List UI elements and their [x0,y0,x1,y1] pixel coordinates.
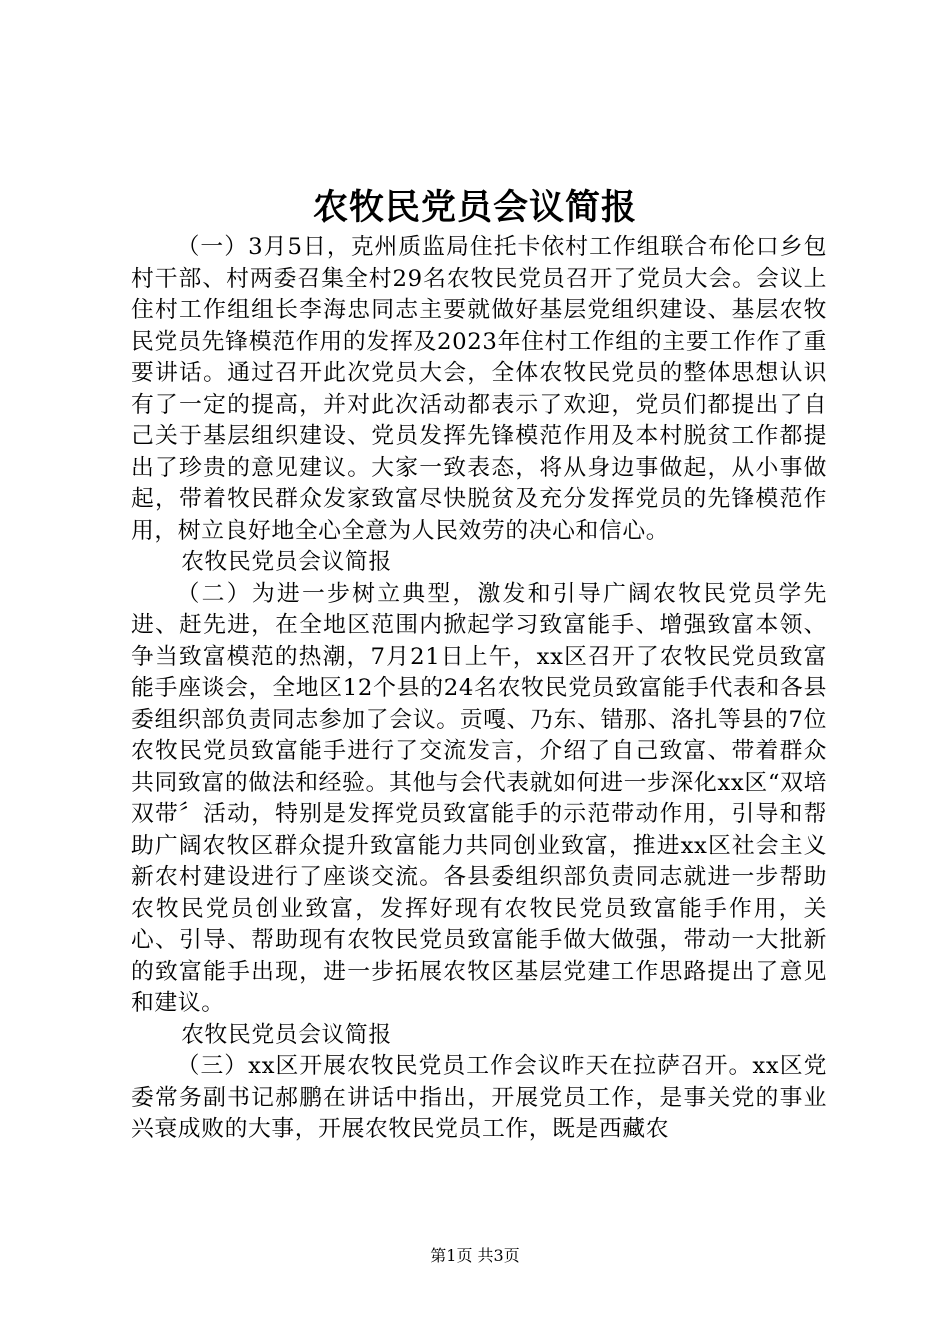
page-number: 第1页 共3页 [430,1246,520,1265]
document-body [131,232,827,1146]
page-title: 农牧民党员会议简报 [312,187,637,228]
paragraph-2: （二）为进一步树立典型，激发和引导广阔农牧民党员学先进、赶先进，在全地区范围内掀起学习致富能手、增强致富本领、争当致富模范的热潮，7月21日上午，xx区召开了农牧民党员致富能手座谈会，全地区12个县的24名农牧民党员致富能手代表和各县委组织部负责同志参加了会议。贡嘎、乃东、错那、洛扎等县的7位农牧民党员致富能手进行了交流发言，介绍了自己致富、带着群众共同致富的做法和经验。其他与会代表就如何进一步深化xx区“双培双带〞活动，特别是发挥党员致富能手的示范带动作用，引导和帮助广阔农牧区群众提升致富能力共同创业致富，推进xx区社会主义新农村建设进行了座谈交流。各县委组织部负责同志就进一步帮助农牧民党员创业致富，发挥好现有农牧民党员致富能手作用，关心、引导、帮助现有农牧民党员致富能手做大做强，带动一大批新的致富能手出现，进一步拓展农牧区基层党建工作思路提出了意见和建议。 [131,580,827,1016]
section-subtitle-2: 农牧民党员会议简报 [181,1021,392,1048]
section-subtitle-1: 农牧民党员会议简报 [181,549,392,575]
paragraph-1: （一）3月5日，克州质监局住托卡依村工作组联合布伦口乡包村干部、村两委召集全村29名农牧民党员召开了党员大会。会议上住村工作组组长李海忠同志主要就做好基层党组织建设、基层农牧民党员先锋模范作用的发挥及2023年住村工作组的主要工作作了重要讲话。通过召开此次党员大会，全体农牧民党员的整体思想认识有了一定的提高，并对此次活动都表示了欢迎，党员们都提出了自己关于基层组织建设、党员发挥先锋模范作用及本村脱贫工作都提出了珍贵的意见建议。大家一致表态，将从身边事做起，从小事做起，带着牧民群众发家致富尽快脱贫及充分发挥党员的先锋模范作用，树立良好地全心全意为人民效劳的决心和信心。 [131,234,827,544]
paragraph-3: （三）xx区开展农牧民党员工作会议昨天在拉萨召开。xx区党委常务副书记郝鹏在讲话中指出，开展党员工作，是事关党的事业兴衰成败的大事，开展农牧民党员工作，既是西藏农 [131,1053,827,1142]
